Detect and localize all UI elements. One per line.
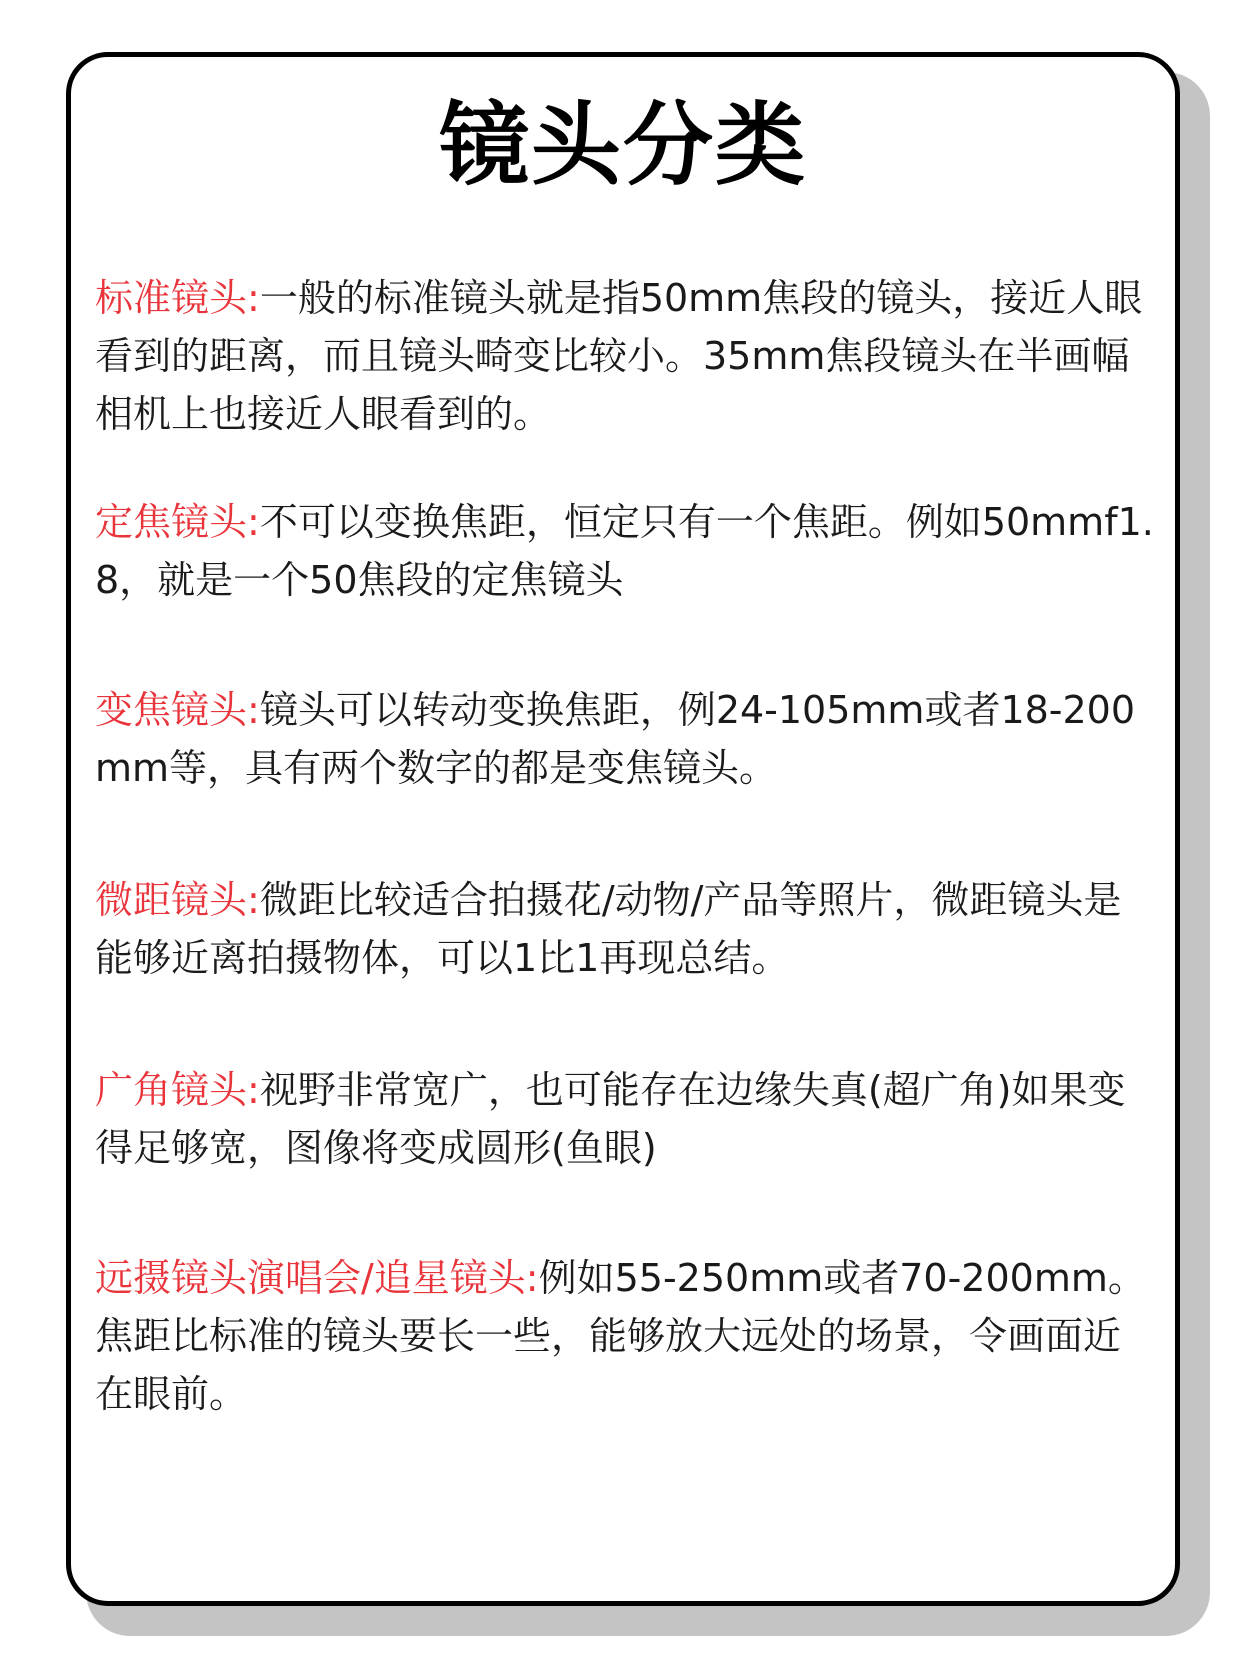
section-label: 标准镜头: <box>95 276 260 320</box>
section-telephoto-lens <box>95 1249 1155 1423</box>
section-label: 远摄镜头演唱会/追星镜头: <box>95 1256 539 1300</box>
section-text: 例如55-250mm或者70-200mm。焦距比标准的镜头要长一些，能够放大远处的场景，令画面近在眼前。 <box>95 1256 1146 1416</box>
section-text: 微距比较适合拍摄花/动物/产品等照片，微距镜头是能够近离拍摄物体，可以1比1再现总结。 <box>95 878 1122 980</box>
section-label: 微距镜头: <box>95 878 260 922</box>
section-zoom-lens <box>95 681 1155 797</box>
section-label: 定焦镜头: <box>95 500 260 544</box>
section-prime-lens <box>95 493 1155 609</box>
section-text: 一般的标准镜头就是指50mm焦段的镜头，接近人眼看到的距离，而且镜头畸变比较小。35mm焦段镜头在半画幅相机上也接近人眼看到的。 <box>95 276 1143 436</box>
section-label: 广角镜头: <box>95 1068 260 1112</box>
section-wide-angle-lens <box>95 1061 1155 1177</box>
section-macro-lens <box>95 871 1155 987</box>
section-text: 镜头可以转动变换焦距，例24-105mm或者18-200mm等，具有两个数字的都是变焦镜头。 <box>95 688 1136 790</box>
section-standard-lens <box>95 269 1155 443</box>
section-label: 变焦镜头: <box>95 688 260 732</box>
section-text: 视野非常宽广，也可能存在边缘失真(超广角)如果变得足够宽，图像将变成圆形(鱼眼) <box>95 1068 1126 1170</box>
content-card <box>66 52 1180 1606</box>
section-text: 不可以变换焦距，恒定只有一个焦距。例如50mmf1.8，就是一个50焦段的定焦镜头 <box>95 500 1154 602</box>
page-title: 镜头分类 <box>439 93 807 198</box>
